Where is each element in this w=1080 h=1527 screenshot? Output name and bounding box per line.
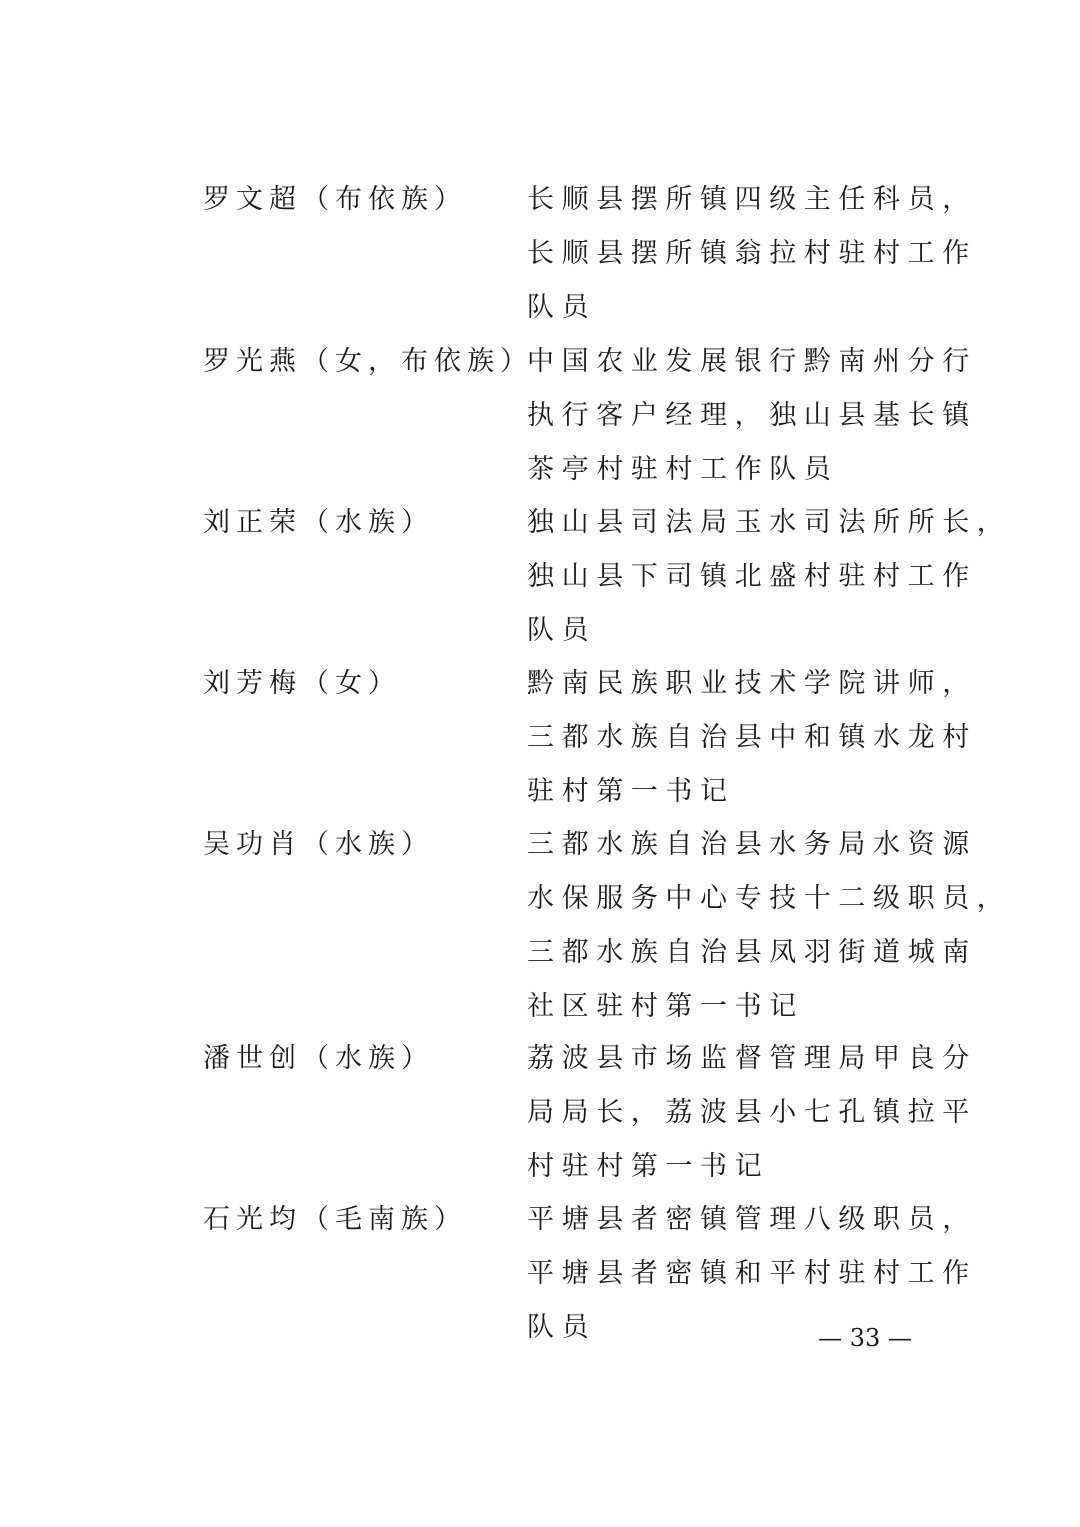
person-description	[527, 173, 977, 335]
description-line: 村驻村第一书记	[527, 1151, 770, 1182]
description-line: 三都水族自治县中和镇水龙村	[527, 722, 977, 753]
person-description	[527, 818, 1012, 1034]
description-line: 水保服务中心专技十二级职员，	[527, 883, 1012, 914]
person-description	[527, 335, 977, 497]
description-line: 独山县下司镇北盛村驻村工作	[527, 561, 977, 592]
description-line: 三都水族自治县水务局水资源	[527, 829, 977, 860]
description-line: 队员	[527, 1312, 597, 1343]
page-number: — 33 —	[818, 1324, 912, 1352]
description-line: 茶亭村驻村工作队员	[527, 454, 839, 485]
person-description	[527, 496, 1012, 658]
description-line: 中国农业发展银行黔南州分行	[527, 346, 977, 377]
person-name: 刘芳梅（女）	[203, 668, 401, 699]
description-line: 驻村第一书记	[527, 776, 735, 807]
description-line: 局局长，荔波县小七孔镇拉平	[527, 1097, 977, 1128]
person-name: 石光均（毛南族）	[203, 1204, 467, 1235]
description-line: 荔波县市场监督管理局甲良分	[527, 1043, 977, 1074]
person-name: 罗文超（布依族）	[203, 184, 467, 215]
description-line: 长顺县摆所镇四级主任科员，	[527, 184, 977, 215]
person-name: 吴功肖（水族）	[203, 829, 434, 860]
person-name: 潘世创（水族）	[203, 1043, 434, 1074]
person-name: 罗光燕（女，布依族）	[203, 346, 533, 377]
description-line: 独山县司法局玉水司法所所长，	[527, 507, 1012, 538]
person-description	[527, 1032, 977, 1194]
description-line: 队员	[527, 615, 597, 646]
description-line: 平塘县者密镇管理八级职员，	[527, 1204, 977, 1235]
person-name: 刘正荣（水族）	[203, 507, 434, 538]
description-line: 三都水族自治县凤羽街道城南	[527, 937, 977, 968]
description-line: 黔南民族职业技术学院讲师，	[527, 668, 977, 699]
description-line: 长顺县摆所镇翁拉村驻村工作	[527, 238, 977, 269]
description-line: 平塘县者密镇和平村驻村工作	[527, 1258, 977, 1289]
description-line: 执行客户经理，独山县基长镇	[527, 400, 977, 431]
description-line: 队员	[527, 292, 597, 323]
description-line: 社区驻村第一书记	[527, 991, 804, 1022]
person-description	[527, 657, 977, 819]
